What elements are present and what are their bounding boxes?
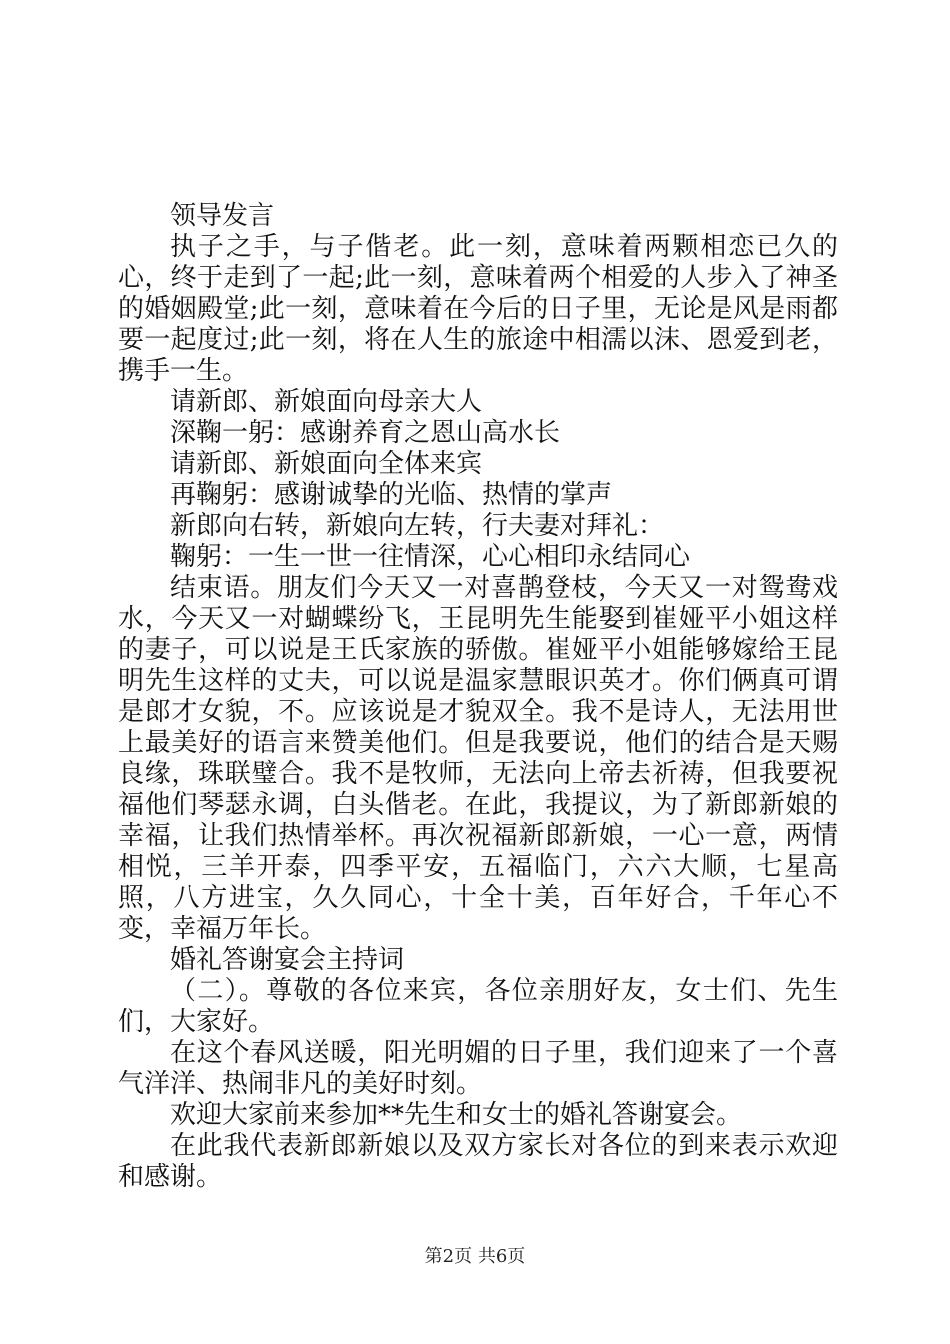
paragraph-welcome: 欢迎大家前来参加**先生和女士的婚礼答谢宴会。 bbox=[170, 1100, 743, 1130]
paragraph-thanks: 在此我代表新郎新娘以及双方家长对各位的到来表示欢迎和感谢。 bbox=[118, 1131, 838, 1192]
paragraph-spring-day: 在这个春风送暖，阳光明媚的日子里，我们迎来了一个喜气洋洋、热闹非凡的美好时刻。 bbox=[118, 1038, 838, 1099]
document-body bbox=[118, 201, 838, 1193]
heading-leader-speech: 领导发言 bbox=[170, 201, 275, 231]
paragraph-greeting: （二）。尊敬的各位来宾，各位亲朋好友，女士们、先生们，大家好。 bbox=[118, 976, 838, 1037]
paragraph-second-bow: 再鞠躬：感谢诚挚的光临、热情的掌声 bbox=[170, 480, 613, 510]
paragraph-vows: 执子之手，与子偕老。此一刻，意味着两颗相恋已久的心，终于走到了一起;此一刻，意味着两个相爱的人步入了神圣的婚姻殿堂;此一刻，意味着在今后的日子里，无论是风是雨都要一起度过;此一刻，将在人生的旅途中相濡以沫、恩爱到老，携手一生。 bbox=[118, 232, 838, 386]
paragraph-face-guests: 请新郎、新娘面向全体来宾 bbox=[170, 449, 483, 479]
paragraph-closing-remarks: 结束语。朋友们今天又一对喜鹊登枝，今天又一对鸳鸯戏水，今天又一对蝴蝶纷飞，王昆明先生能娶到崔娅平小姐这样的妻子，可以说是王氏家族的骄傲。崔娅平小姐能够嫁给王昆明先生这样的丈夫，可以说是温家慧眼识英才。你们俩真可谓是郎才女貌，不。应该说是才貌双全。我不是诗人，无法用世上最美好的语言来赞美他们。但是我要说，他们的结合是天赐良缘，珠联璧合。我不是牧师，无法向上帝去祈祷，但我要祝福他们琴瑟永调，白头偕老。在此，我提议，为了新郎新娘的幸福，让我们热情举杯。再次祝福新郎新娘，一心一意，两情相悦，三羊开泰，四季平安，五福临门，六六大顺，七星高照，八方进宝，久久同心，十全十美，百年好合，千年心不变，幸福万年长。 bbox=[118, 573, 838, 944]
paragraph-first-bow: 深鞠一躬：感谢养育之恩山高水长 bbox=[170, 418, 561, 448]
heading-banquet-host-script: 婚礼答谢宴会主持词 bbox=[170, 945, 405, 975]
paragraph-face-mothers: 请新郎、新娘面向母亲大人 bbox=[170, 387, 483, 417]
paragraph-third-bow: 鞠躬：一生一世一往情深，心心相印永结同心 bbox=[170, 542, 691, 572]
paragraph-turn-to-each-other: 新郎向右转，新娘向左转，行夫妻对拜礼： bbox=[170, 511, 665, 541]
page-number-footer: 第2页 共6页 bbox=[424, 1246, 526, 1267]
